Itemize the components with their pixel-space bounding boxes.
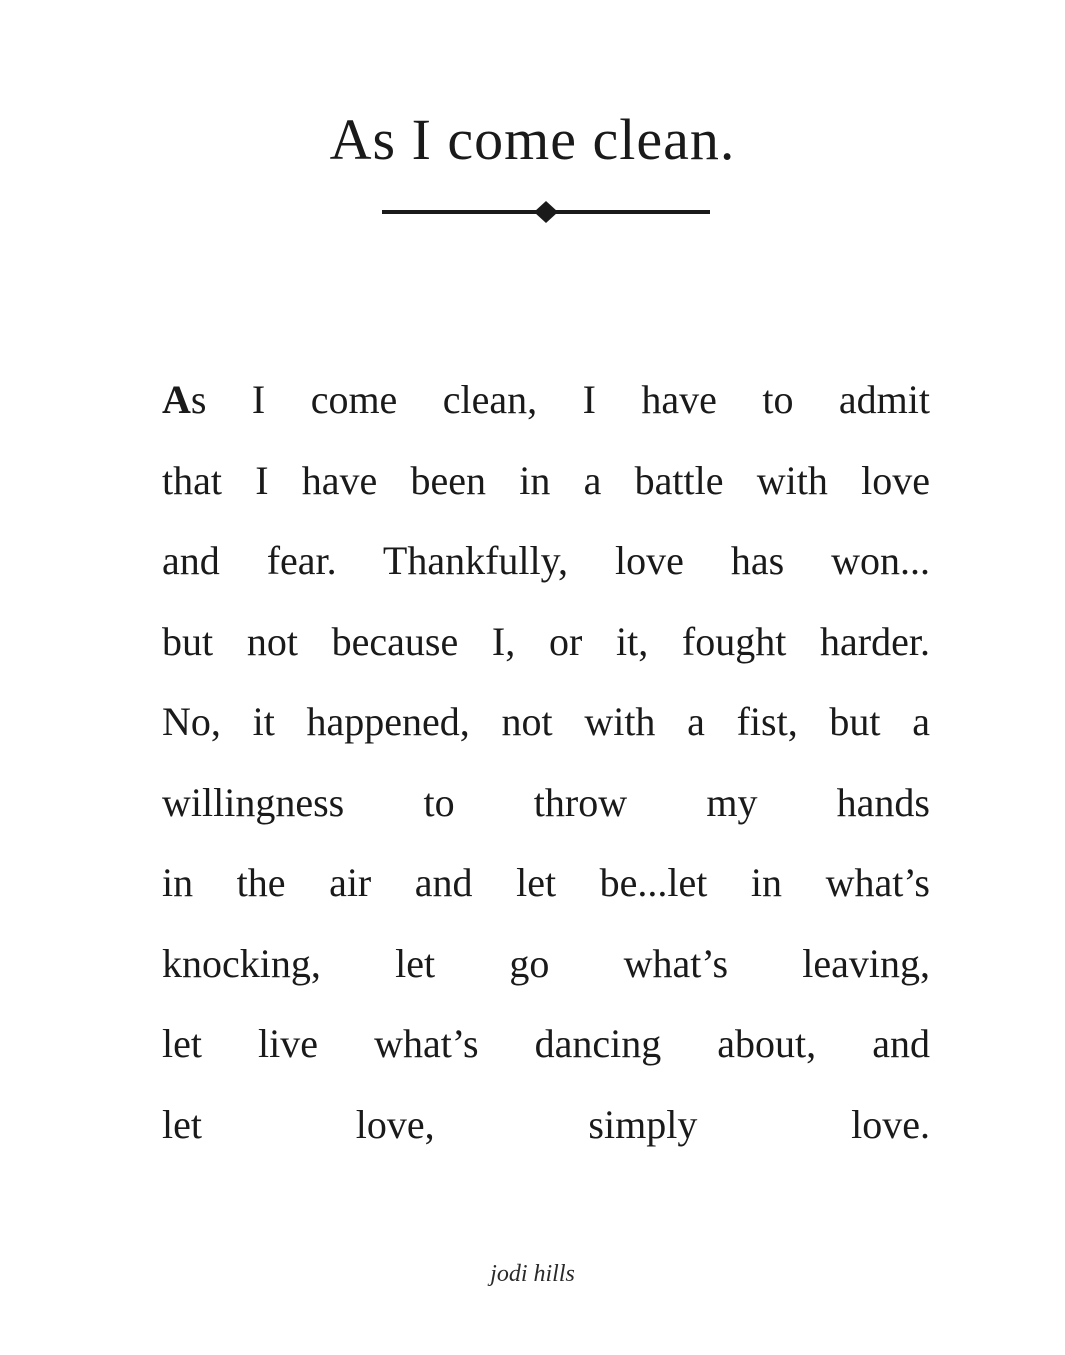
author-signature: jodi hills [490, 1261, 575, 1287]
divider-diamond-icon [382, 198, 710, 226]
body-line: let love, simply love. [162, 1101, 930, 1147]
body-line: willingness to throw my hands [162, 779, 930, 825]
body-line: No, it happened, not with a fist, but a [162, 699, 930, 744]
body-line: knocking, let go what’s leaving, [162, 940, 930, 986]
drop-cap: A [162, 377, 191, 422]
body-line: in the air and let be...let in what’s [162, 860, 930, 905]
body-line: that I have been in a battle with love [162, 457, 930, 503]
page-title: As I come clean. [329, 107, 736, 172]
body-line [162, 360, 930, 441]
body-paragraph [162, 360, 930, 1165]
body-line-text: s I come clean, I have to admit [190, 377, 930, 422]
title-divider [382, 198, 710, 226]
body-line: and fear. Thankfully, love has won... [162, 538, 930, 583]
body-line: let live what’s dancing about, and [162, 1021, 930, 1066]
body-line: but not because I, or it, fought harder. [162, 618, 930, 664]
